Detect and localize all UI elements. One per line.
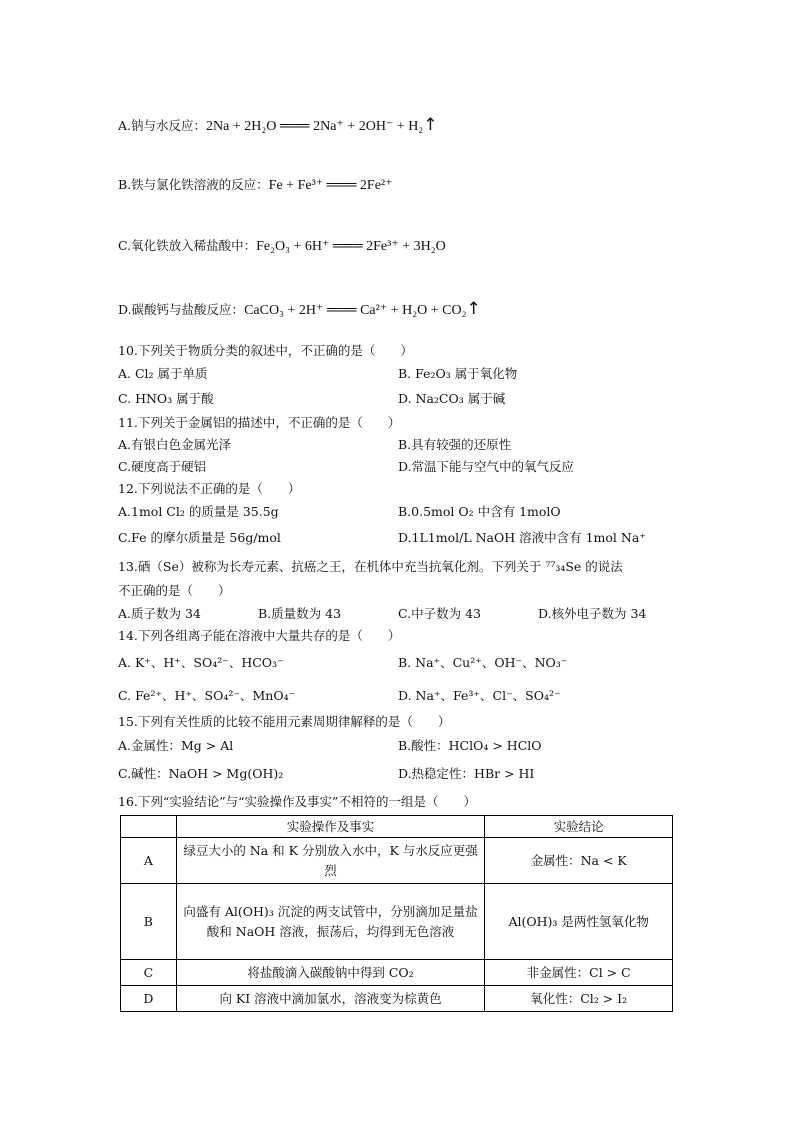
q11-option-b: B.具有较强的还原性 [398,437,512,452]
reaction-b [118,176,393,195]
reaction-equation: Fe₂O₃ + 6H⁺ ═══ 2Fe³⁺ + 3H₂O [256,239,446,254]
q15-option-b: B.酸性：HClO₄ > HClO [398,738,542,753]
row-conclusion: 氧化性：Cl₂ > I₂ [485,986,673,1012]
q10-option-d: D. Na₂CO₃ 属于碱 [398,391,506,406]
table-header-cell [121,816,177,838]
table-row [121,986,673,1012]
question-12-stem: 12.下列说法不正确的是（ ） [118,481,301,496]
q11-option-c: C.硬度高于硬铝 [118,459,207,474]
row-conclusion: 金属性：Na < K [485,838,673,884]
question-13-stem-cont: 不正确的是（ ） [118,583,231,598]
q15-option-a: A.金属性：Mg > Al [118,738,234,753]
q11-option-a: A.有银白色金属光泽 [118,437,232,452]
q14-option-c: C. Fe²⁺、H⁺、SO₄²⁻、MnO₄⁻ [118,688,296,703]
q14-option-d: D. Na⁺、Fe³⁺、Cl⁻、SO₄²⁻ [398,688,561,703]
reaction-c [118,237,446,256]
table-row [121,960,673,986]
table-header-cell: 实验操作及事实 [176,816,485,838]
q11-option-d: D.常温下能与空气中的氧气反应 [398,459,575,474]
row-conclusion: Al(OH)₃ 是两性氢氧化物 [485,884,673,960]
q14-option-b: B. Na⁺、Cu²⁺、OH⁻、NO₃⁻ [398,655,568,670]
q12-option-a: A.1mol Cl₂ 的质量是 35.5g [118,504,279,519]
question-13-stem: 13.硒（Se）被称为长寿元素、抗癌之王，在机体中充当抗氧化剂。下列关于 ⁷⁷₃₄Se 的说法 [118,559,623,574]
question-14-stem: 14.下列各组离子能在溶液中大量共存的是（ ） [118,628,401,643]
question-15-stem: 15.下列有关性质的比较不能用元素周期律解释的是（ ） [118,714,451,729]
table-row [121,838,673,884]
gas-arrow-icon: ↑ [466,299,481,319]
row-conclusion: 非金属性：Cl > C [485,960,673,986]
question-11-stem: 11.下列关于金属铝的描述中，不正确的是（ ） [118,415,401,430]
experiment-table [120,815,673,1012]
row-id: C [121,960,177,986]
q13-option-d: D.核外电子数为 34 [538,606,647,621]
table-header-cell: 实验结论 [485,816,673,838]
q13-option-c: C.中子数为 43 [398,606,481,621]
question-16-stem: 16.下列“实验结论”与“实验操作及事实”不相符的一组是（ ） [118,794,476,809]
question-10-stem: 10.下列关于物质分类的叙述中，不正确的是（ ） [118,343,413,358]
reaction-label: A.钠与水反应： [118,118,207,133]
q10-option-b: B. Fe₂O₃ 属于氧化物 [398,366,518,381]
table-row [121,884,673,960]
gas-arrow-icon: ↑ [423,115,438,135]
row-id: D [121,986,177,1012]
q10-option-c: C. HNO₃ 属于酸 [118,391,214,406]
reaction-equation: CaCO₃ + 2H⁺ ═══ Ca²⁺ + H₂O + CO₂ [244,303,467,318]
q14-option-a: A. K⁺、H⁺、SO₄²⁻、HCO₃⁻ [118,655,284,670]
reaction-label: D.碳酸钙与盐酸反应： [118,302,245,317]
q10-option-a: A. Cl₂ 属于单质 [118,366,208,381]
reaction-label: C.氧化铁放入稀盐酸中： [118,238,257,253]
q12-option-c: C.Fe 的摩尔质量是 56g/mol [118,530,281,545]
row-operation: 向盛有 Al(OH)₃ 沉淀的两支试管中，分别滴加足量盐酸和 NaOH 溶液，振荡后，均得到无色溶液 [176,884,485,960]
q12-option-d: D.1L1mol/L NaOH 溶液中含有 1mol Na⁺ [398,530,646,545]
row-operation: 将盐酸滴入碳酸钠中得到 CO₂ [176,960,485,986]
row-operation: 绿豆大小的 Na 和 K 分别放入水中，K 与水反应更强烈 [176,838,485,884]
q13-option-b: B.质量数为 43 [258,606,342,621]
q15-option-d: D.热稳定性：HBr > HI [398,766,535,781]
q12-option-b: B.0.5mol O₂ 中含有 1molO [398,504,561,519]
table-header-row [121,816,673,838]
reaction-equation: 2Na + 2H₂O ═══ 2Na⁺ + 2OH⁻ + H₂ [206,119,424,134]
q15-option-c: C.碱性：NaOH > Mg(OH)₂ [118,766,284,781]
q13-option-a: A.质子数为 34 [118,606,201,621]
reaction-a [118,116,437,136]
row-operation: 向 KI 溶液中滴加氯水，溶液变为棕黄色 [176,986,485,1012]
reaction-equation: Fe + Fe³⁺ ═══ 2Fe²⁺ [268,178,393,193]
reaction-d [118,300,481,320]
row-id: A [121,838,177,884]
reaction-label: B.铁与氯化铁溶液的反应： [118,177,269,192]
row-id: B [121,884,177,960]
